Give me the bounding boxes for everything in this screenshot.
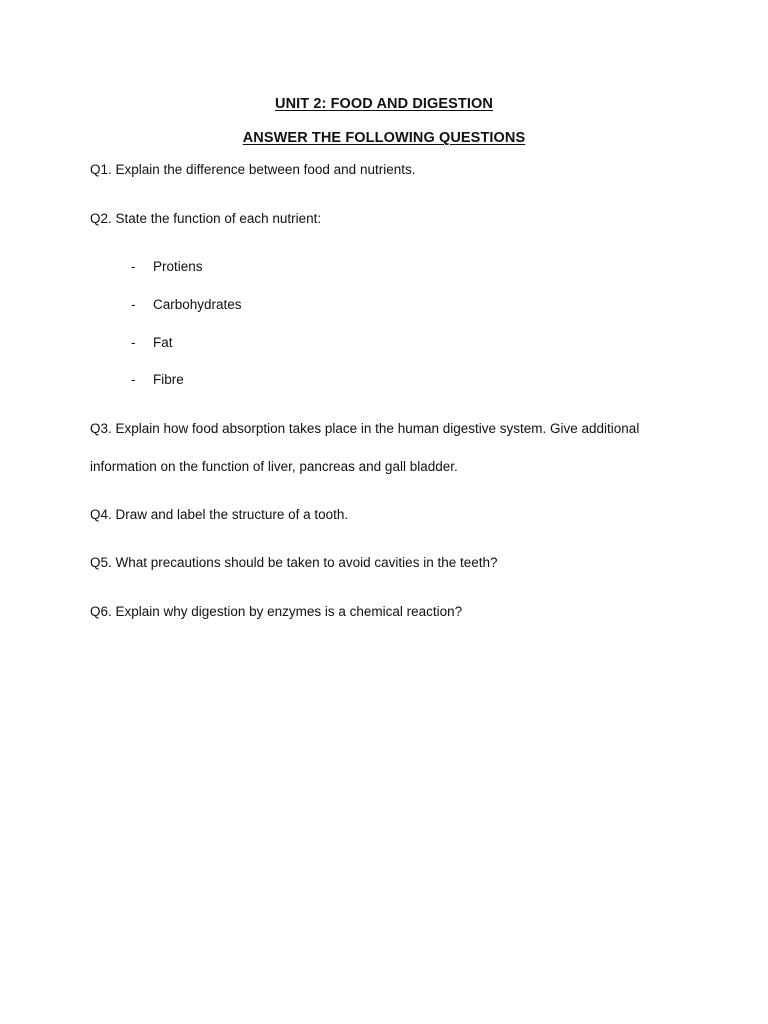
question-3-line-2: information on the function of liver, pancreas and gall bladder. — [90, 459, 458, 474]
question-4: Q4. Draw and label the structure of a tooth. — [90, 507, 349, 522]
page-title: UNIT 2: FOOD AND DIGESTION — [275, 96, 493, 112]
bullet-marker: - — [131, 297, 136, 312]
question-6: Q6. Explain why digestion by enzymes is a chemical reaction? — [90, 604, 463, 619]
question-2: Q2. State the function of each nutrient: — [90, 211, 322, 226]
bullet-marker: - — [131, 372, 136, 387]
nutrient-item-proteins: Protiens — [153, 259, 203, 274]
question-1: Q1. Explain the difference between food and nutrients. — [90, 162, 416, 177]
bullet-marker: - — [131, 259, 136, 274]
nutrient-item-fat: Fat — [153, 335, 173, 350]
question-3-line-1: Q3. Explain how food absorption takes place in the human digestive system. Give additional — [90, 421, 640, 436]
question-5: Q5. What precautions should be taken to avoid cavities in the teeth? — [90, 555, 498, 570]
nutrient-item-carbohydrates: Carbohydrates — [153, 297, 242, 312]
nutrient-item-fibre: Fibre — [153, 372, 184, 387]
page-subtitle: ANSWER THE FOLLOWING QUESTIONS — [242, 130, 526, 146]
bullet-marker: - — [131, 335, 136, 350]
